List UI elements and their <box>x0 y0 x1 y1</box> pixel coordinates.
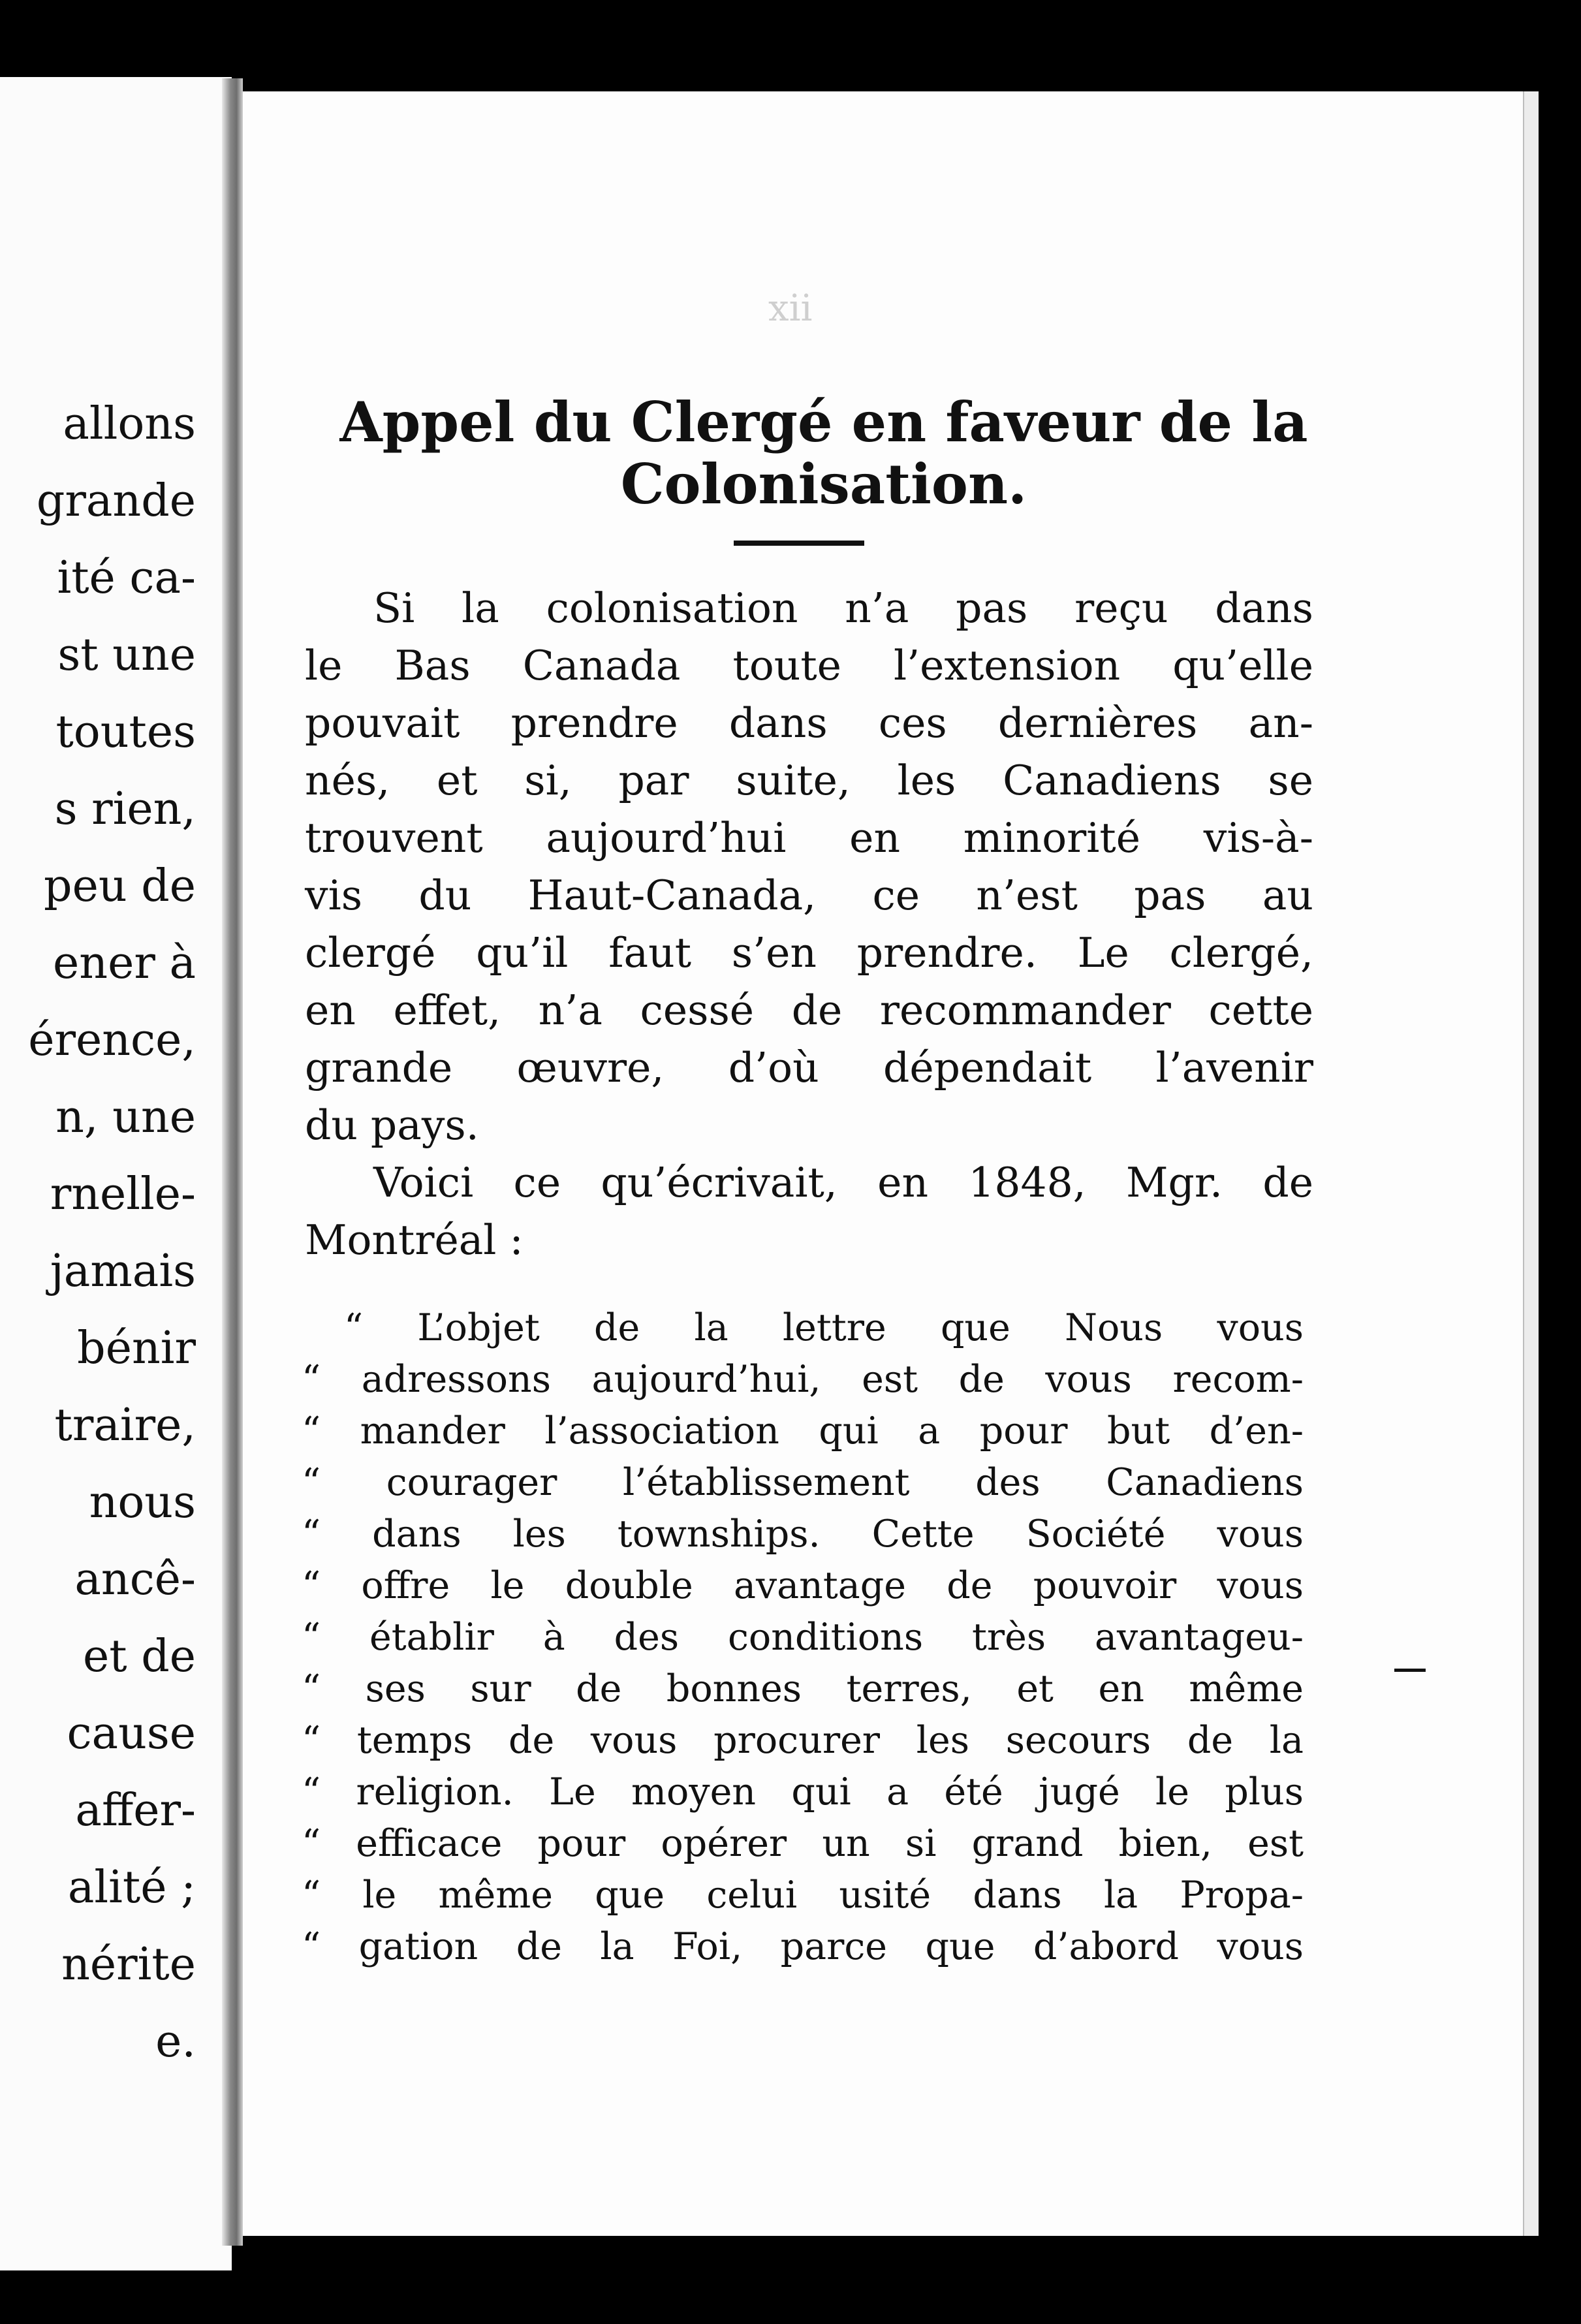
heading-divider <box>734 541 864 546</box>
left-page-line: rnelle- <box>50 1169 196 1220</box>
left-page-line: et de <box>83 1631 196 1682</box>
left-page-line: n, une <box>55 1091 196 1143</box>
paragraph-line: pouvait prendre dans ces dernières an- <box>305 699 1313 747</box>
paragraph-line: le Bas Canada toute l’extension qu’elle <box>305 642 1313 689</box>
left-page-line: s rien, <box>54 783 196 835</box>
left-page-line: cause <box>67 1708 196 1759</box>
quote-line: “ le même que celui usité dans la Propa- <box>302 1874 1304 1917</box>
quote-line: “ ses sur de bonnes terres, et en même <box>302 1667 1304 1710</box>
left-page-line: nérite <box>61 1939 196 1990</box>
book-gutter <box>222 78 243 2246</box>
left-page-line: grande <box>36 475 196 527</box>
left-page-line: jamais <box>50 1246 196 1297</box>
paragraph-line: grande œuvre, d’où dépendait l’avenir <box>305 1044 1313 1091</box>
left-page-line: peu de <box>44 860 196 912</box>
left-page-line: st une <box>57 629 196 681</box>
quote-line: “ L’objet de la lettre que Nous vous <box>344 1306 1304 1349</box>
quote-line: “ offre le double avantage de pouvoir vous <box>302 1564 1304 1607</box>
quote-line: “ dans les townships. Cette Société vous <box>302 1513 1304 1556</box>
quote-line: “ efficace pour opérer un si grand bien, est <box>302 1822 1304 1865</box>
quote-line: “ religion. Le moyen qui a été jugé le plus <box>302 1770 1304 1814</box>
quote-line: “ adressons aujourd’hui, est de vous recom- <box>302 1358 1304 1401</box>
left-page-line: affer- <box>75 1785 196 1836</box>
paragraph-line: Si la colonisation n’a pas reçu dans <box>373 584 1313 632</box>
left-page <box>0 77 232 2270</box>
left-page-line: ener à <box>53 937 196 989</box>
left-page-line: allons <box>63 398 196 450</box>
paragraph-line: clergé qu’il faut s’en prendre. Le clergé, <box>305 929 1313 977</box>
left-page-line: toutes <box>55 706 196 758</box>
left-page-line: ité ca- <box>57 552 196 604</box>
left-page-line: érence, <box>28 1014 196 1066</box>
paragraph-line: nés, et si, par suite, les Canadiens se <box>305 757 1313 804</box>
left-page-line: alité ; <box>67 1862 196 1913</box>
left-page-line: e. <box>155 2016 196 2067</box>
paragraph-line: trouvent aujourd’hui en minorité vis-à- <box>305 814 1313 862</box>
paragraph-line: vis du Haut-Canada, ce n’est pas au <box>305 872 1313 919</box>
left-page-line: bénir <box>77 1323 196 1374</box>
chapter-heading: Appel du Clergé en faveur de la Colonisation. <box>339 390 1308 516</box>
quote-line: “ courager l’établissement des Canadiens <box>302 1461 1304 1504</box>
stray-mark <box>1394 1669 1426 1672</box>
paragraph-line: Montréal : <box>305 1216 524 1264</box>
quote-line: “ mander l’association qui a pour but d’en- <box>302 1409 1304 1452</box>
paragraph-line: du pays. <box>305 1101 479 1149</box>
quote-line: “ temps de vous procurer les secours de la <box>302 1719 1304 1762</box>
quote-line: “ gation de la Foi, parce que d’abord vous <box>302 1925 1304 1968</box>
page-number: xii <box>768 287 813 330</box>
left-page-line: nous <box>89 1477 196 1528</box>
right-page <box>243 91 1539 2236</box>
left-page-line: ancê- <box>74 1554 196 1605</box>
paragraph-line: en effet, n’a cessé de recommander cette <box>305 986 1313 1034</box>
paragraph-line: Voici ce qu’écrivait, en 1848, Mgr. de <box>373 1159 1313 1206</box>
left-page-line: traire, <box>54 1400 196 1451</box>
quote-line: “ établir à des conditions très avantageu- <box>302 1616 1304 1659</box>
